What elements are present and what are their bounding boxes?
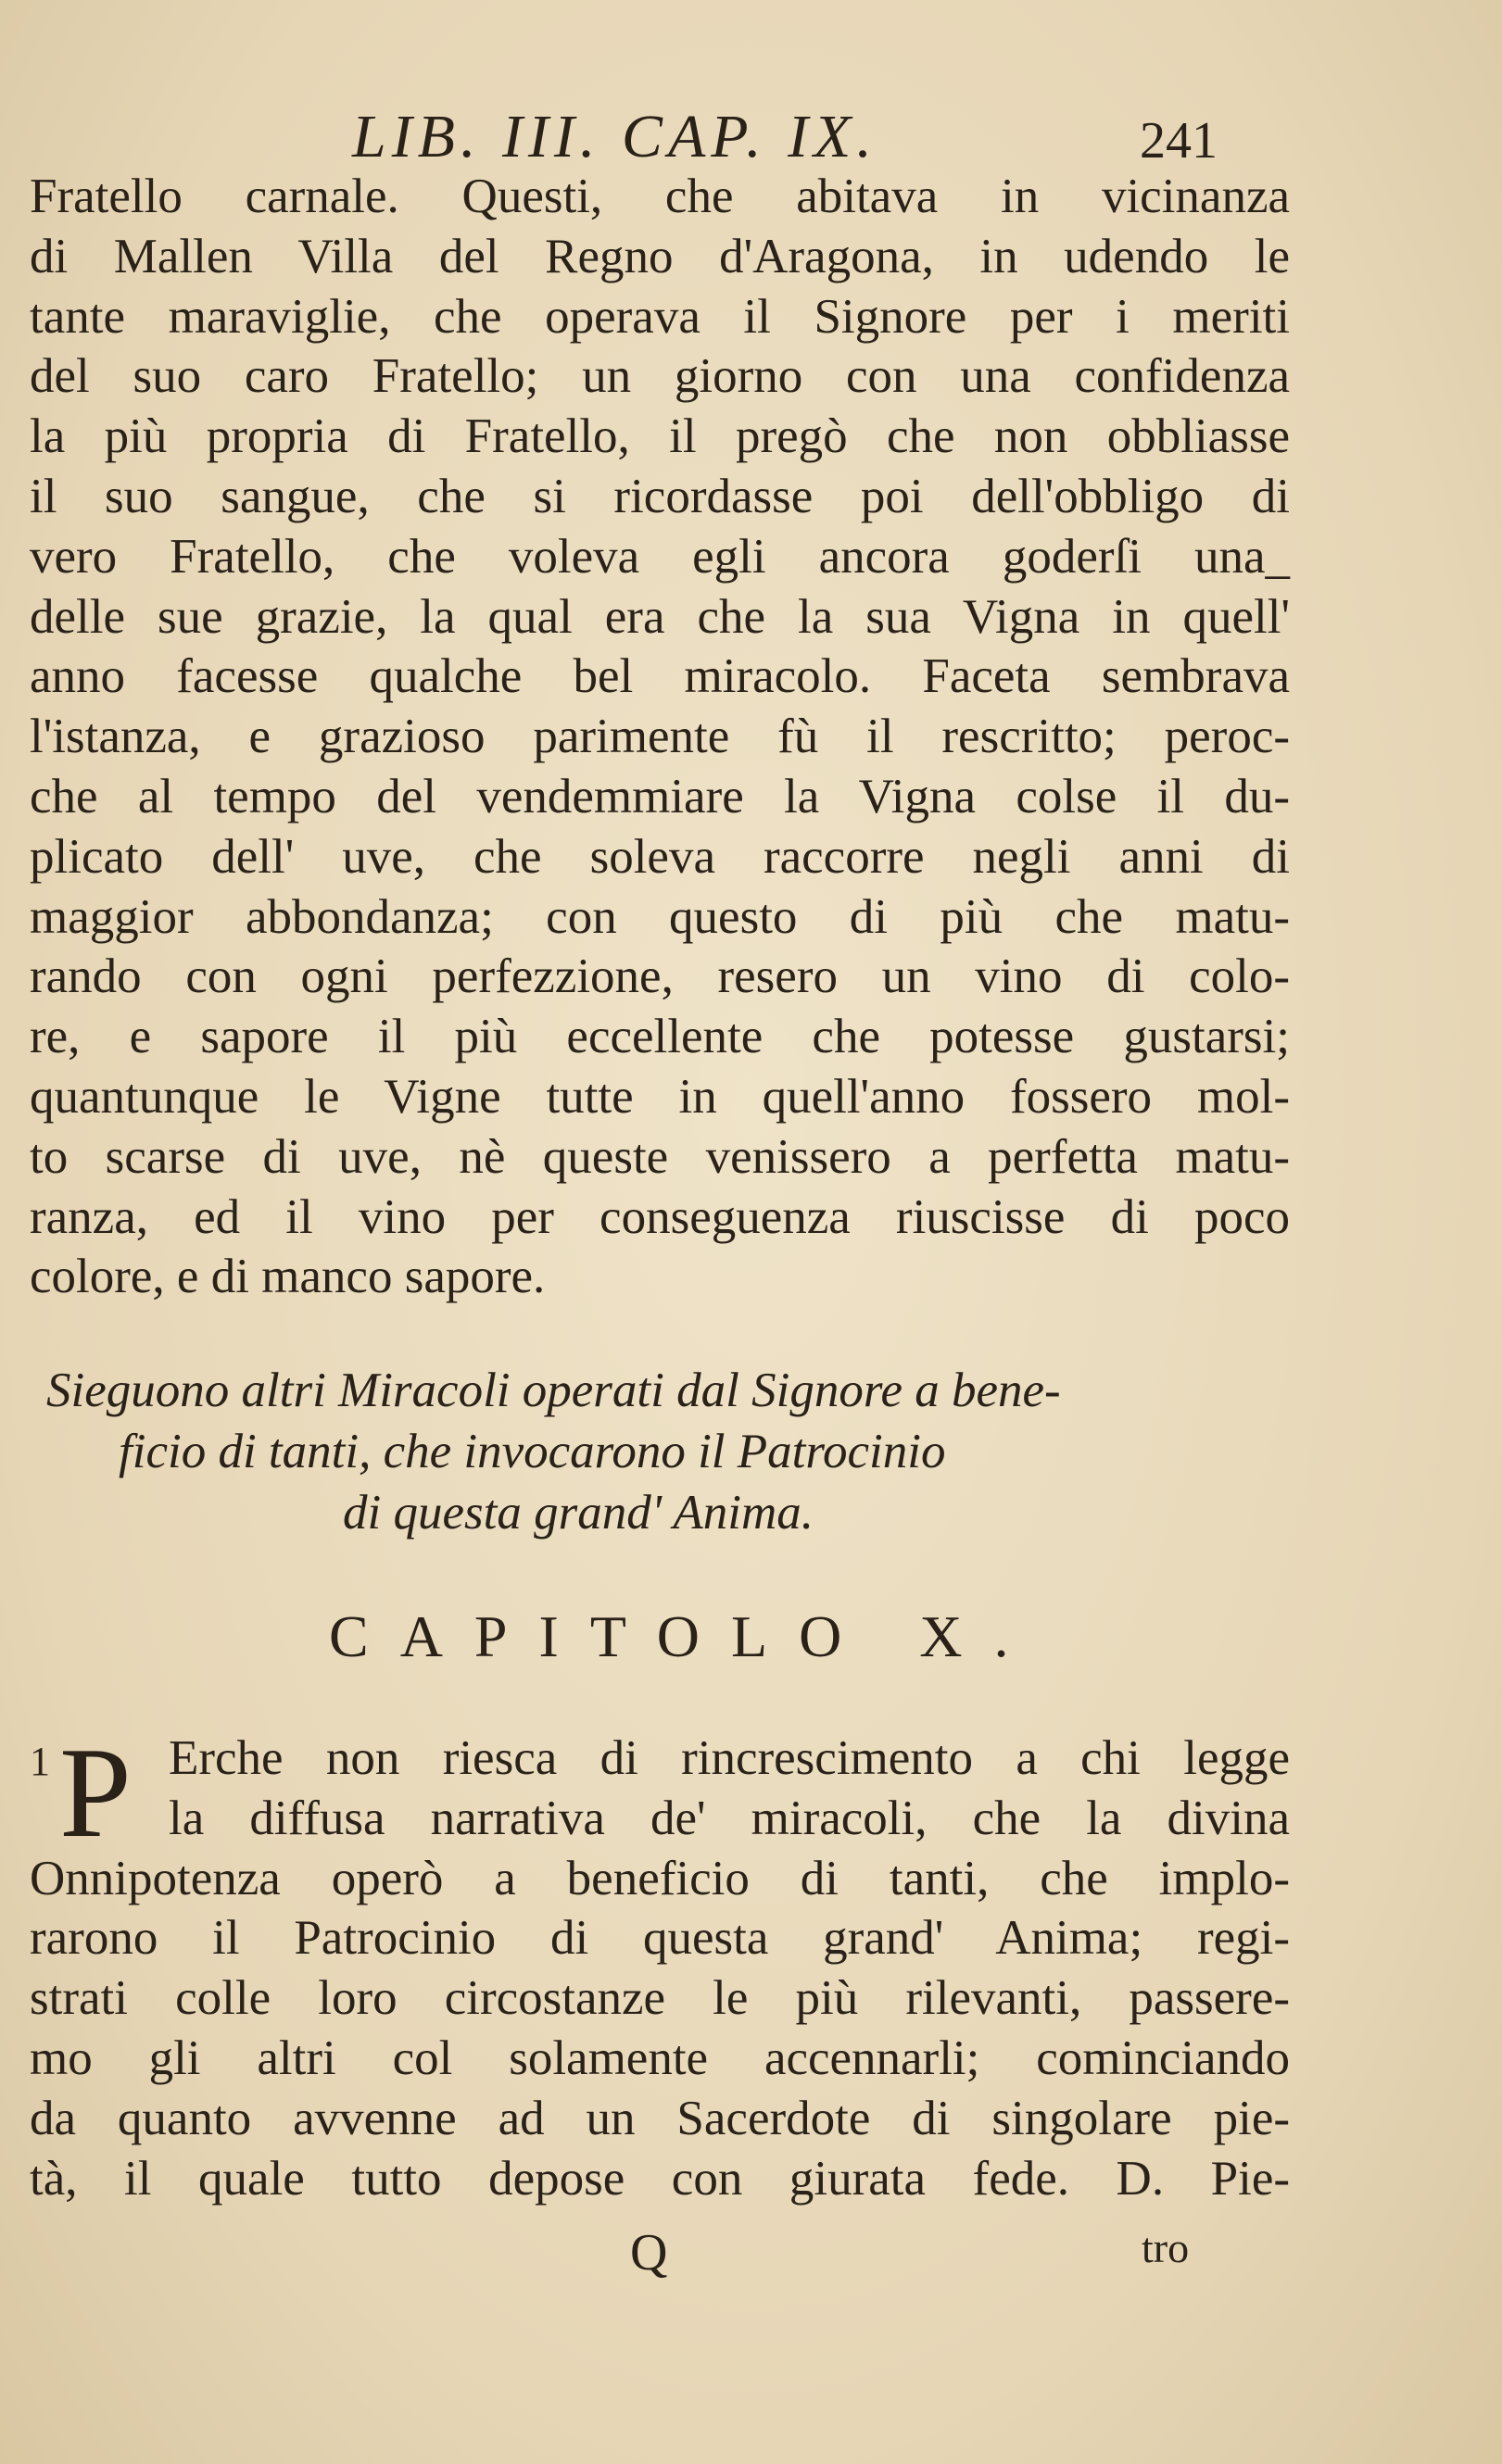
text-line: Fratello carnale. Questi, che abitava in vicinanza (30, 170, 1290, 223)
running-header: LIB. III. CAP. IX. (352, 103, 877, 170)
text-line: colore, e di manco sapore. (30, 1250, 546, 1304)
text-line: plicato dell' uve, che soleva raccorre negli anni di (30, 829, 1290, 884)
text-line: che al tempo del vendemmiare la Vigna colse il du- (30, 769, 1290, 823)
body-text (30, 167, 1290, 1307)
text-line: mo gli altri col solamente accennarli; cominciando (30, 2030, 1290, 2085)
text-line: quantunque le Vigne tutte in quell'anno fossero mol- (30, 1069, 1290, 1124)
text-line: delle sue grazie, la qual era che la sua Vigna in quell' (30, 589, 1290, 644)
text-line: Onnipotenza operò a beneficio di tanti, che implo- (30, 1851, 1290, 1905)
summary-line: Sieguono altri Miracoli operati dal Signore a bene- (46, 1364, 1061, 1417)
text-line: anno facesse qualche bel miracolo. Faceta sembrava (30, 649, 1290, 704)
text-line: vero Fratello, che voleva egli ancora goderſi una_ (30, 529, 1290, 584)
chapter-text (30, 1721, 1290, 2208)
text-line: Erche non riesca di rincrescimento a chi legge (169, 1731, 1290, 1785)
text-line: di Mallen Villa del Regno d'Aragona, in udendo le (30, 229, 1290, 283)
text-line: il suo sangue, che si ricordasse poi dell'obbligo di (30, 469, 1290, 523)
text-line: rarono il Patrocinio di questa grand' Anima; regi- (30, 1911, 1290, 1966)
text-line: tante maraviglie, che operava il Signore per i meriti (30, 289, 1290, 344)
drop-cap: P (59, 1721, 132, 1865)
text-line: l'istanza, e grazioso parimente fù il rescritto; peroc- (30, 710, 1290, 764)
text-line: del suo caro Fratello; un giorno con una confidenza (30, 349, 1290, 404)
text-line: la diffusa narrativa de' miracoli, che la divina (169, 1791, 1290, 1845)
text-line: la più propria di Fratello, il pregò che non obbliasse (30, 409, 1290, 464)
chapter-title: CAPITOLO X. (329, 1603, 1041, 1669)
text-line: da quanto avvenne ad un Sacerdote di singolare pie- (30, 2091, 1290, 2145)
summary-line: di questa grand' Anima. (343, 1486, 814, 1540)
page-number: 241 (1140, 112, 1218, 170)
text-line: to scarse di uve, nè queste venissero a perfetta matu- (30, 1129, 1290, 1184)
signature-mark: Q (630, 2224, 668, 2282)
text-line: tà, il quale tutto depose con giurata fede. D. Pie- (30, 2151, 1290, 2206)
text-line: strati colle loro circostanze le più rilevanti, passere- (30, 1971, 1290, 2026)
chapter-summary (46, 1360, 1288, 1543)
catchword: tro (1142, 2224, 1190, 2271)
text-line: ranza, ed il vino per conseguenza riuscisse di poco (30, 1189, 1290, 1244)
text-line: maggior abbondanza; con questo di più che matu- (30, 889, 1290, 944)
text-line: rando con ogni perfezzione, resero un vino di colo- (30, 949, 1290, 1004)
summary-line: ficio di tanti, che invocarono il Patrocinio (119, 1425, 946, 1478)
text-line: re, e sapore il più eccellente che potesse gustarsi; (30, 1010, 1290, 1064)
section-number: 1 (30, 1739, 50, 1784)
